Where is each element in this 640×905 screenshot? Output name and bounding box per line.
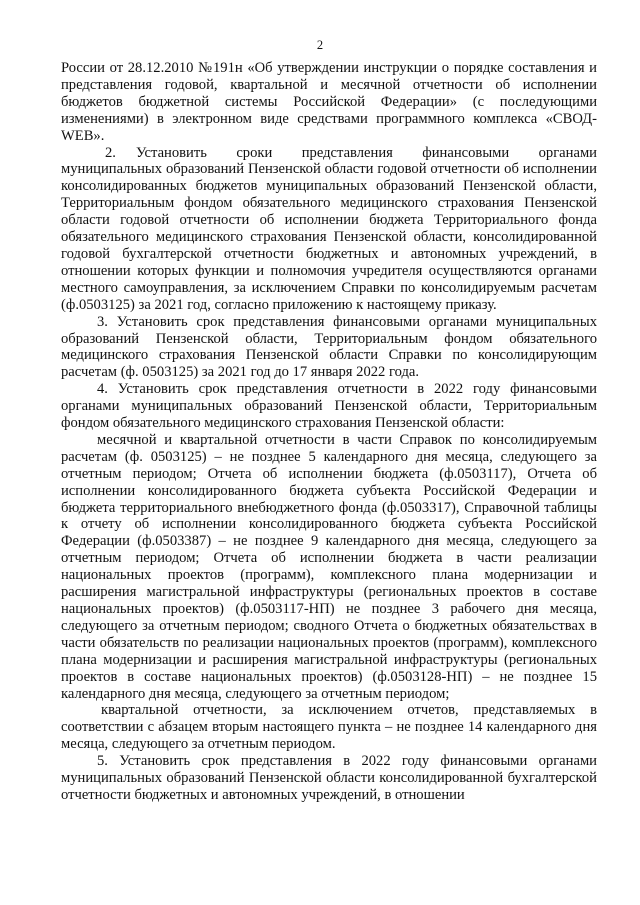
page-number: 2	[316, 38, 324, 52]
paragraph-item-4-monthly: месячной и квартальной отчетности в части Справок по консолидируемым расчетам (ф. 0503125) – не позднее 5 календарного дня месяца, следующего за отчетным периодом; Отчета об исполнении бюджета (ф.0503117), Отчета об исполнении консолидированного бюджета субъекта Российской Федерации и бюджета территориального внебюджетного фонда (ф.0503317), Справочной таблицы к отчету об исполнении консолидированного бюджета субъекта Российской Федерации (ф.0503387) – не позднее 9 календарного дня месяца, следующего за отчетным периодом; Отчета об исполнении бюджета в части реализации национальных проектов (программ), комплексного плана модернизации и расширения магистральной инфраструктуры (региональных проектов в составе национальных проектов) (ф.0503117-НП) не позднее 3 рабочего дня месяца, следующего за отчетным периодом; сводного Отчета о бюджетных обязательствах в части обязательств по реализации национальных проектов (программ), комплексного плана модернизации и расширения магистральной инфраструктуры (региональных проектов в составе национальных проектов) (ф.0503128-НП) – не позднее 15 календарного дня месяца, следующего за отчетным периодом;	[61, 431, 597, 702]
paragraph-item-4: 4. Установить срок представления отчетности в 2022 году финансовыми органами муниципальных образований Пензенской области, Территориальным фондом обязательного медицинского страхования Пензенской области:	[61, 381, 597, 432]
paragraph-text: Установить сроки представления финансовыми органами муниципальных образований Пензенской области годовой отчетности об исполнении консолидированных бюджетов муниципальных образований Пензенской области, Территориальным фондом обязательного медицинского страхования Пензенской области годовой отчетности об исполнении бюджета Территориального фонда обязательного медицинского страхования Пензенской области, консолидированной годовой бухгалтерской отчетности бюджетных и автономных учреждений, в отношении которых функции и полномочия учредителя осуществляются органами местного самоуправления, за исключением Справки по консолидируемым расчетам (ф.0503125) за 2021 год, согласно приложению к настоящему приказу.	[61, 144, 597, 313]
document-body	[61, 60, 597, 804]
paragraph-item-3: 3. Установить срок представления финансовыми органами муниципальных образований Пензенской области, Территориальным фондом обязательного медицинского страхования Пензенской области Справки по консолидирующим расчетам (ф. 0503125) за 2021 год до 17 января 2022 года.	[61, 313, 597, 381]
paragraph-item-5: 5. Установить срок представления в 2022 году финансовыми органами муниципальных образований Пензенской области консолидированной бухгалтерской отчетности бюджетных и автономных учреждений, в отношении	[61, 753, 597, 803]
paragraph-number: 2.	[105, 144, 116, 161]
paragraph-item-4-quarterly: квартальной отчетности, за исключением отчетов, представляемых в соответствии с абзацем вторым настоящего пункта – не позднее 14 календарного дня месяца, следующего за отчетным периодом.	[61, 702, 597, 753]
paragraph-continuation: России от 28.12.2010 №191н «Об утверждении инструкции о порядке составления и представления годовой, квартальной и месячной отчетности об исполнении бюджетов бюджетной системы Российской Федерации» (с последующими изменениями) в электронном виде средствами программного комплекса «СВОД-WEB».	[61, 60, 597, 144]
paragraph-item-2	[61, 145, 597, 314]
